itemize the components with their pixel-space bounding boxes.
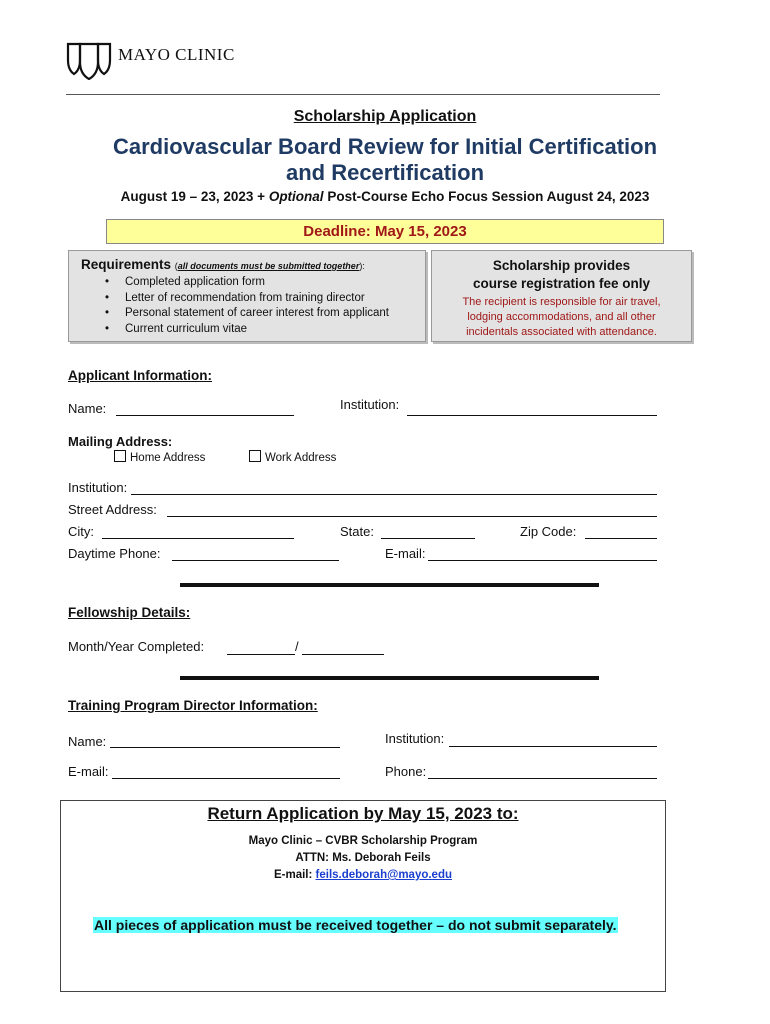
director-name-label: Name:	[68, 734, 107, 749]
director-section-title: Training Program Director Information:	[68, 698, 318, 713]
requirements-title: Requirements (all documents must be submitted together):	[81, 257, 365, 272]
director-institution-label: Institution:	[385, 731, 445, 746]
requirements-list	[105, 275, 389, 337]
director-phone-field[interactable]	[428, 778, 657, 779]
month-year-completed-label: Month/Year Completed:	[68, 639, 205, 654]
return-email-link[interactable]: feils.deborah@mayo.edu	[315, 869, 452, 881]
course-dates	[0, 189, 770, 204]
completed-month-field[interactable]	[227, 654, 295, 655]
page-title	[40, 134, 730, 186]
applicant-institution-label: Institution:	[340, 397, 400, 412]
return-email-line	[61, 867, 665, 884]
fee-note-line-1: The recipient is responsible for air travel,	[462, 296, 661, 308]
list-item: • Current curriculum vitae	[105, 322, 389, 338]
mailing-address-label: Mailing Address:	[68, 434, 173, 449]
fee-note-line-3: incidentals associated with attendance.	[466, 326, 657, 338]
street-address-label: Street Address:	[68, 502, 157, 517]
section-divider	[180, 583, 599, 587]
applicant-name-field[interactable]	[116, 415, 294, 416]
dates-part-2: Post-Course Echo Focus Session August 24, 2023	[323, 189, 650, 204]
home-address-checkbox[interactable]	[114, 450, 126, 462]
applicant-email-label: E-mail:	[385, 546, 426, 561]
mayo-clinic-logo	[66, 40, 235, 80]
director-phone-label: Phone:	[385, 764, 427, 779]
header-rule	[66, 94, 660, 95]
completed-year-field[interactable]	[302, 654, 384, 655]
dates-part-1: August 19 – 23, 2023 +	[120, 189, 269, 204]
list-item: • Letter of recommendation from training director	[105, 291, 389, 307]
return-line-1: Mayo Clinic – CVBR Scholarship Program	[248, 835, 478, 847]
list-item: • Completed application form	[105, 275, 389, 291]
section-divider	[180, 676, 599, 680]
mailing-institution-label: Institution:	[68, 480, 128, 495]
home-address-label: Home Address	[130, 452, 206, 464]
applicant-email-field[interactable]	[428, 560, 657, 561]
work-address-label: Work Address	[265, 452, 337, 464]
applicant-section-title: Applicant Information:	[68, 368, 212, 383]
director-email-label: E-mail:	[68, 764, 109, 779]
return-line-2: ATTN: Ms. Deborah Feils	[295, 852, 431, 864]
fee-title-line-2: course registration fee only	[472, 276, 651, 291]
work-address-checkbox[interactable]	[249, 450, 261, 462]
applicant-institution-field[interactable]	[407, 415, 657, 416]
title-line-2: and Recertification	[285, 160, 485, 185]
form-subtitle: Scholarship Application	[293, 108, 477, 125]
daytime-phone-label: Daytime Phone:	[68, 546, 161, 561]
dates-optional: Optional	[268, 189, 324, 204]
mayo-clinic-shields-icon	[66, 40, 112, 80]
title-line-1: Cardiovascular Board Review for Initial Certification	[112, 134, 658, 159]
fee-box	[431, 250, 692, 342]
state-field[interactable]	[381, 538, 475, 539]
fee-title-line-1: Scholarship provides	[492, 258, 631, 273]
applicant-name-label: Name:	[68, 401, 107, 416]
zip-code-label: Zip Code:	[520, 524, 577, 539]
fee-note	[432, 295, 691, 340]
director-name-field[interactable]	[110, 747, 340, 748]
city-label: City:	[68, 524, 94, 539]
requirements-note: all documents must be submitted together	[177, 261, 360, 271]
return-title: Return Application by May 15, 2023 to:	[207, 804, 519, 823]
street-address-field[interactable]	[167, 516, 657, 517]
logo-text: MAYO CLINIC	[118, 45, 235, 64]
work-address-option[interactable]	[249, 450, 336, 464]
home-address-option[interactable]	[114, 450, 205, 464]
return-email-prefix: E-mail:	[273, 869, 316, 881]
requirements-box	[68, 250, 426, 342]
fee-title	[432, 257, 691, 293]
daytime-phone-field[interactable]	[172, 560, 339, 561]
list-item: • Personal statement of career interest from applicant	[105, 306, 389, 322]
mailing-institution-field[interactable]	[131, 494, 657, 495]
fellowship-section-title: Fellowship Details:	[68, 605, 191, 620]
requirements-heading: Requirements	[81, 257, 172, 272]
director-email-field[interactable]	[112, 778, 340, 779]
city-field[interactable]	[102, 538, 294, 539]
state-label: State:	[340, 524, 374, 539]
director-institution-field[interactable]	[449, 746, 657, 747]
fee-note-line-2: lodging accommodations, and all other	[467, 311, 656, 323]
return-address	[61, 833, 665, 884]
submit-together-notice: All pieces of application must be received together – do not submit separately.	[94, 917, 617, 933]
date-slash: /	[295, 639, 299, 654]
deadline-banner: Deadline: May 15, 2023	[106, 219, 664, 244]
zip-code-field[interactable]	[585, 538, 657, 539]
return-application-box	[60, 800, 666, 992]
